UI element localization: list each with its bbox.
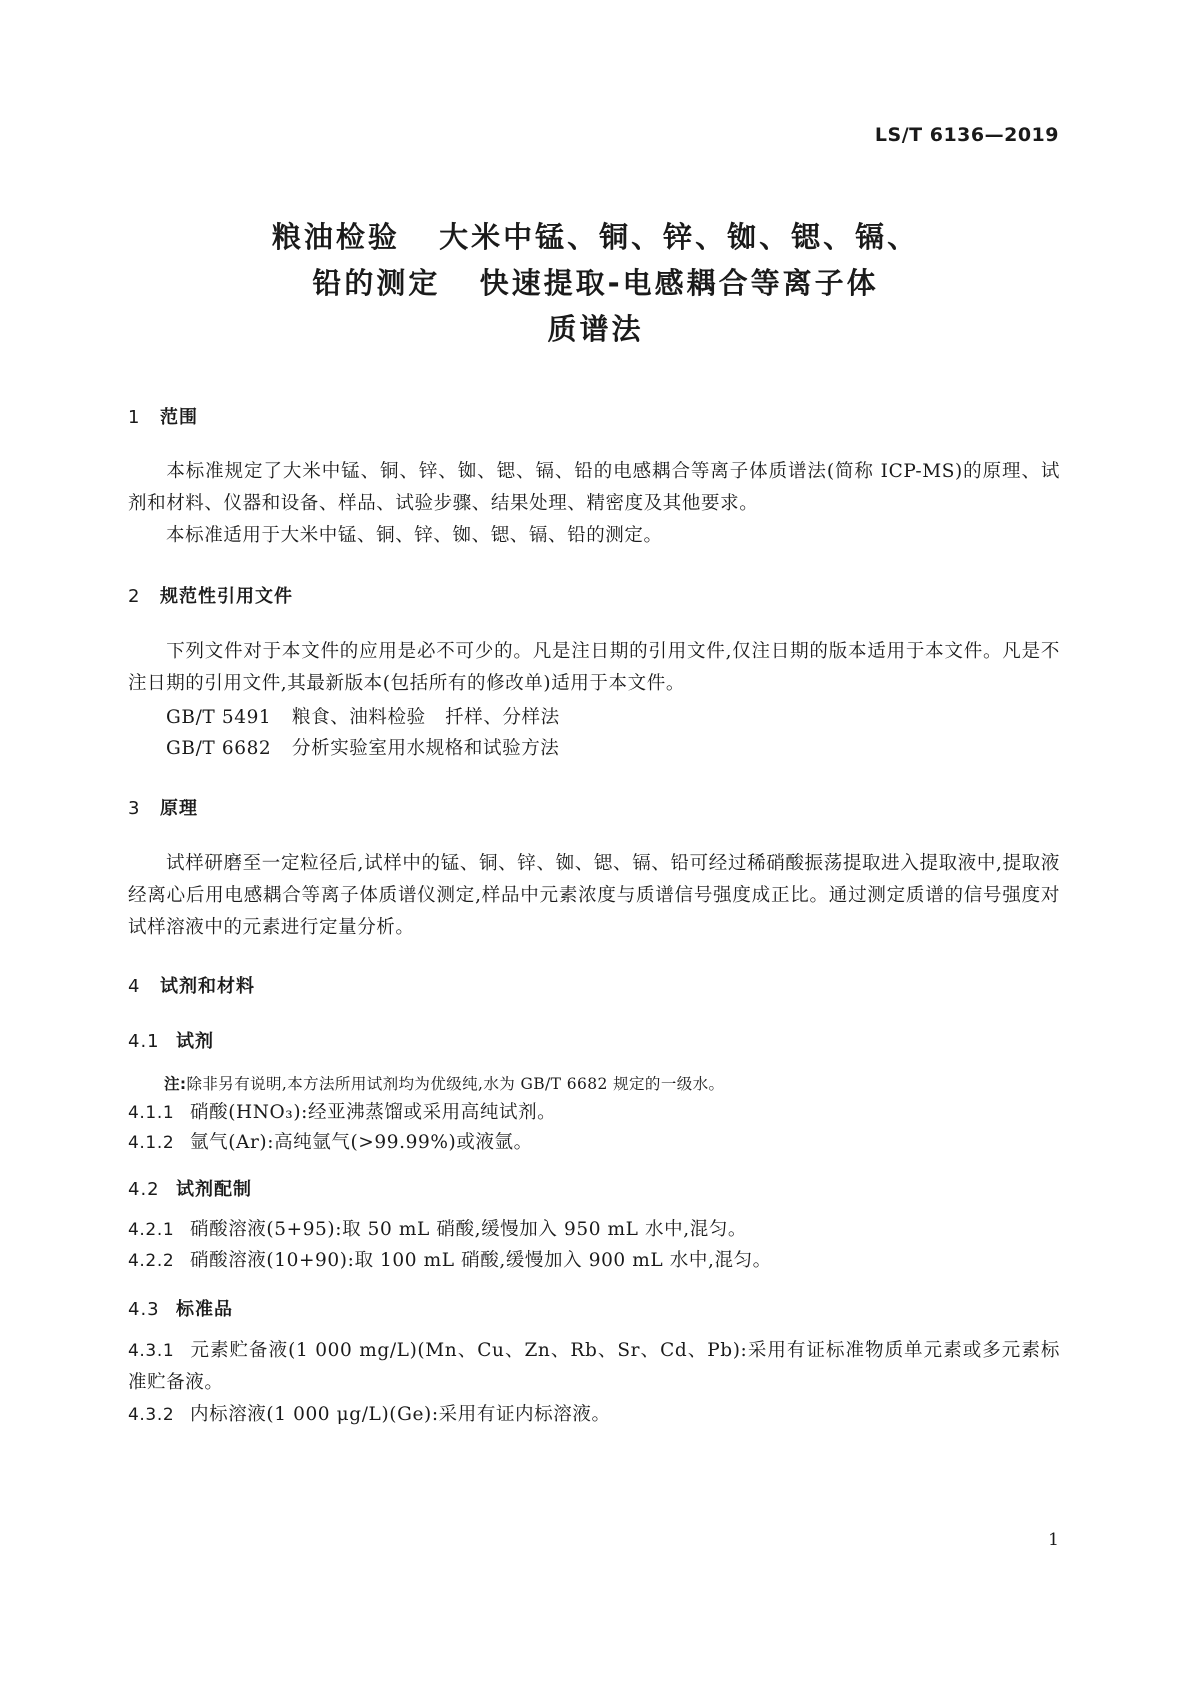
section-4-2-heading: 4.2 试剂配制: [128, 1179, 252, 1200]
section-2-heading: 2 规范性引用文件: [128, 586, 293, 607]
clause-item: 4.1.2 氩气(Ar):高纯氩气(>99.99%)或液氩。: [128, 1132, 533, 1153]
reference-item: GB/T 5491 粮食、油料检验 扦样、分样法: [166, 707, 560, 728]
section-1-paragraph-2: 本标准适用于大米中锰、铜、锌、铷、锶、镉、铅的测定。: [166, 525, 663, 546]
section-4-3-heading: 4.3 标准品: [128, 1299, 233, 1320]
section-4-1-heading: 4.1 试剂: [128, 1031, 214, 1052]
section-1-heading: 1 范围: [128, 407, 198, 428]
clause-item: 4.3.1 元素贮备液(1 000 mg/L)(Mn、Cu、Zn、Rb、Sr、Cd、Pb):采用有证标准物质单元素或多元素标准贮备液。: [128, 1340, 1060, 1393]
title-line-3: 质谱法: [547, 312, 644, 346]
clause-item: 4.2.2 硝酸溶液(10+90):取 100 mL 硝酸,缓慢加入 900 mL 水中,混匀。: [128, 1250, 772, 1271]
reference-item: GB/T 6682 分析实验室用水规格和试验方法: [166, 738, 560, 759]
clause-item: 4.1.1 硝酸(HNO₃):经亚沸蒸馏或采用高纯试剂。: [128, 1102, 557, 1123]
section-1-paragraph-1: 本标准规定了大米中锰、铜、锌、铷、锶、镉、铅的电感耦合等离子体质谱法(简称 ICP-MS)的原理、试剂和材料、仪器和设备、样品、试验步骤、结果处理、精密度及其他要求。: [128, 461, 1060, 514]
section-3-heading: 3 原理: [128, 798, 198, 819]
section-4-heading: 4 试剂和材料: [128, 976, 255, 997]
title-line-1: 粮油检验 大米中锰、铜、锌、铷、锶、镉、: [271, 220, 920, 254]
section-3-paragraph-1: 试样研磨至一定粒径后,试样中的锰、铜、锌、铷、锶、镉、铅可经过稀硝酸振荡提取进入提取液中,提取液经离心后用电感耦合等离子体质谱仪测定,样品中元素浓度与质谱信号强度成正比。通过测定质谱的信号强度对试样溶液中的元素进行定量分析。: [128, 853, 1060, 938]
standard-code: LS/T 6136—2019: [874, 124, 1059, 146]
title-line-2: 铅的测定 快速提取-电感耦合等离子体: [312, 266, 879, 300]
page-number: 1: [1048, 1530, 1059, 1550]
note: 注:除非另有说明,本方法所用试剂均为优级纯,水为 GB/T 6682 规定的一级水。: [164, 1075, 725, 1093]
clause-item: 4.3.2 内标溶液(1 000 μg/L)(Ge):采用有证内标溶液。: [128, 1404, 611, 1425]
section-2-paragraph-1: 下列文件对于本文件的应用是必不可少的。凡是注日期的引用文件,仅注日期的版本适用于本文件。凡是不注日期的引用文件,其最新版本(包括所有的修改单)适用于本文件。: [128, 641, 1060, 694]
clause-item: 4.2.1 硝酸溶液(5+95):取 50 mL 硝酸,缓慢加入 950 mL 水中,混匀。: [128, 1219, 748, 1240]
document-title: [0, 214, 1191, 352]
